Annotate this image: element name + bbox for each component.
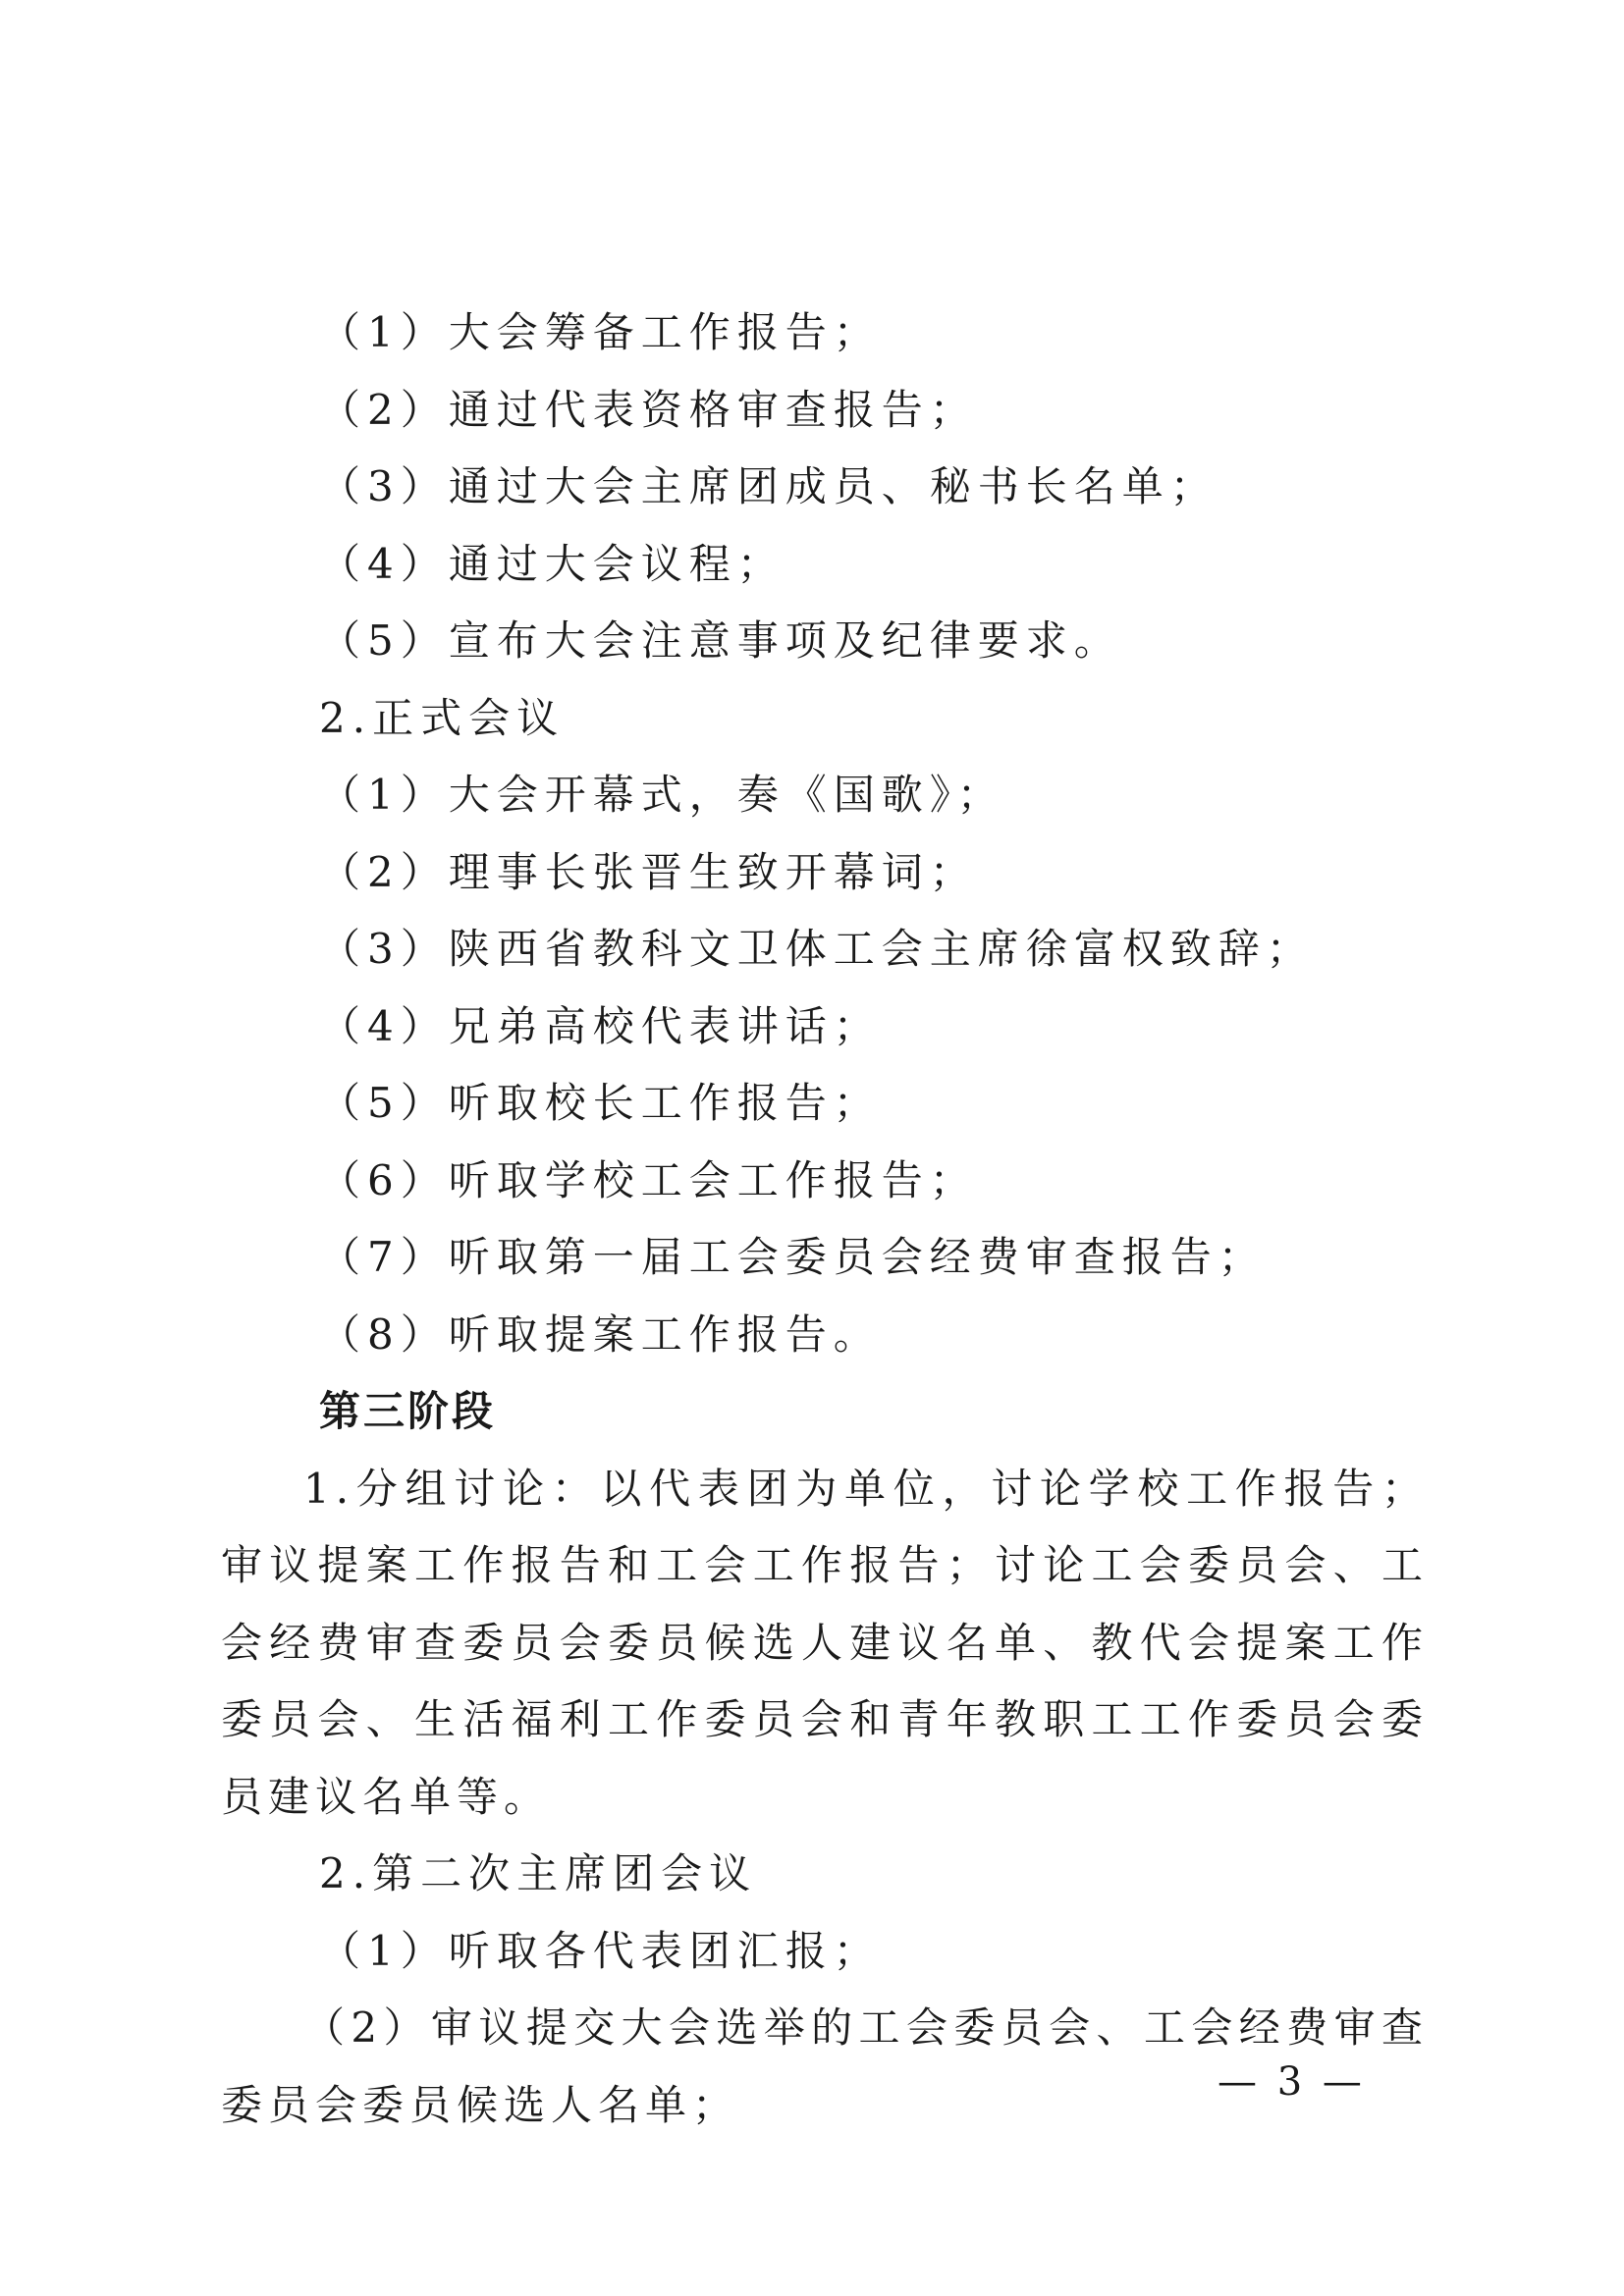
agenda-item-wrapped: （2）审议提交大会选举的工会委员会、工会经费审查委员会委员候选人名单； [221, 2003, 1429, 2129]
agenda-item: （3）通过大会主席团成员、秘书长名单； [319, 462, 1218, 510]
subsection-title: 2.第二次主席团会议 [319, 1849, 758, 1897]
agenda-item: （3）陕西省教科文卫体工会主席徐富权致辞； [319, 925, 1315, 973]
agenda-item: （5）宣布大会注意事项及纪律要求。 [319, 616, 1122, 665]
page-number: — 3 — [1218, 2059, 1366, 2105]
section-heading: 第三阶段 [319, 1387, 497, 1435]
document-body [221, 294, 1429, 2144]
discussion-paragraph: 1.分组讨论：以代表团为单位，讨论学校工作报告；审议提案工作报告和工会工作报告；讨论工会委员会、工会经费审查委员会委员候选人建议名单、教代会提案工作委员会、生活福利工作委员会和青年教职工工作委员会委员建议名单等。 [221, 1464, 1429, 1821]
agenda-item: （4）通过大会议程； [319, 539, 785, 588]
agenda-item: （6）听取学校工会工作报告； [319, 1155, 978, 1204]
agenda-item: （2）通过代表资格审查报告； [319, 385, 978, 434]
agenda-item: （1）大会开幕式，奏《国歌》； [319, 771, 1005, 819]
agenda-item: （2）理事长张晋生致开幕词； [319, 847, 978, 896]
agenda-item: （1）听取各代表团汇报； [319, 1926, 882, 1975]
agenda-item: （1）大会筹备工作报告； [319, 308, 882, 356]
agenda-item: （4）兄弟高校代表讲话； [319, 1001, 882, 1050]
agenda-item: （7）听取第一届工会委员会经费审查报告； [319, 1233, 1267, 1281]
agenda-item: （5）听取校长工作报告； [319, 1079, 882, 1127]
subsection-title: 2.正式会议 [319, 693, 566, 742]
agenda-item: （8）听取提案工作报告。 [319, 1309, 882, 1359]
